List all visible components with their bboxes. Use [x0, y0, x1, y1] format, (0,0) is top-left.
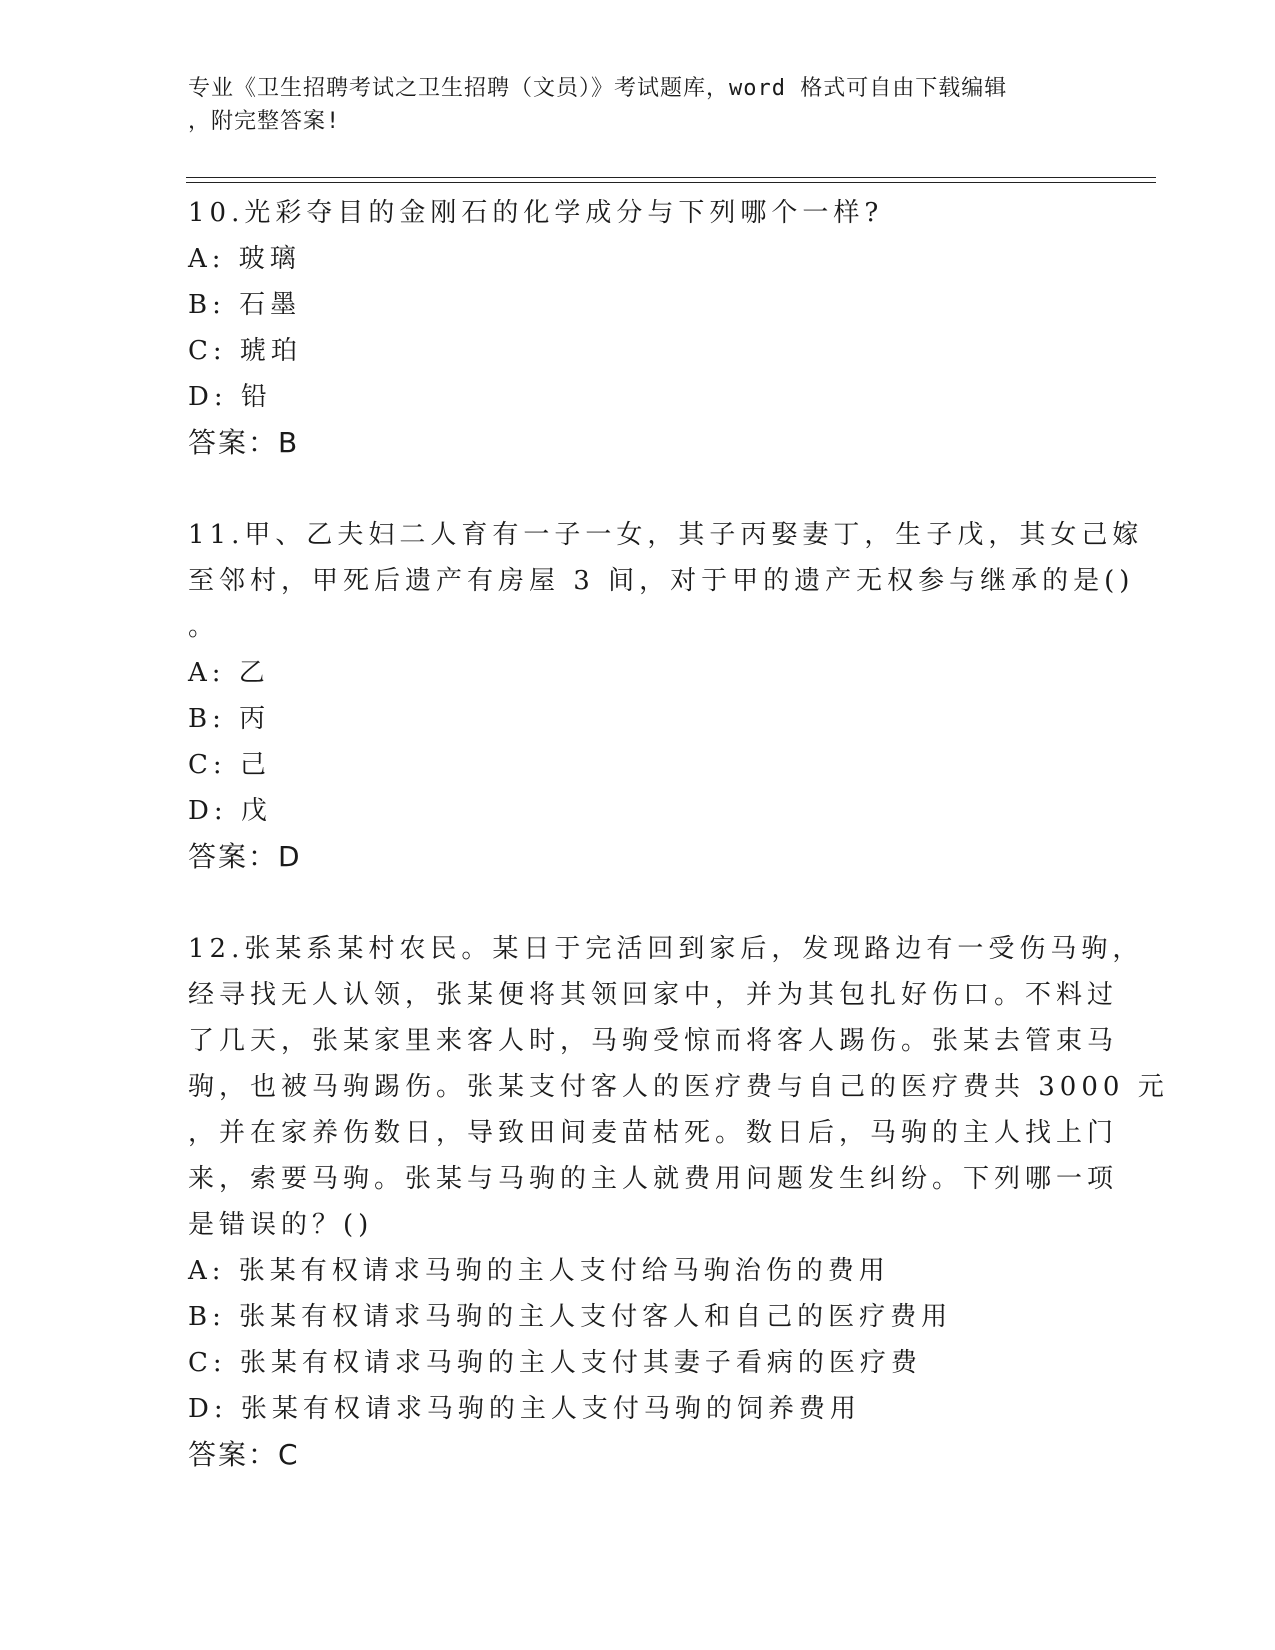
option-a: A: 张某有权请求马驹的主人支付给马驹治伤的费用	[188, 1256, 890, 1286]
question-11	[188, 512, 1144, 880]
header-line-2: ，附完整答案!	[188, 109, 341, 134]
document-header	[188, 72, 1068, 138]
question-12	[188, 926, 1169, 1478]
question-stem: 10.光彩夺目的金刚石的化学成分与下列哪个一样?	[188, 198, 884, 228]
question-stem: 经寻找无人认领，张某便将其领回家中，并为其包扎好伤口。不料过	[188, 980, 1119, 1010]
option-c: C: 己	[188, 750, 271, 780]
option-a: A: 乙	[188, 658, 270, 688]
option-d: D: 铅	[188, 382, 272, 412]
option-b: B: 丙	[188, 704, 271, 734]
question-stem: 。	[188, 612, 220, 642]
answer: 答案：B	[188, 426, 300, 459]
option-b: B: 张某有权请求马驹的主人支付客人和自己的医疗费用	[188, 1302, 953, 1332]
question-stem: ，并在家养伤数日，导致田间麦苗枯死。数日后，马驹的主人找上门	[188, 1118, 1119, 1148]
question-10	[188, 190, 1078, 466]
option-d: D: 戊	[188, 796, 272, 826]
option-c: C: 琥珀	[188, 336, 302, 366]
answer: 答案：C	[188, 1438, 300, 1471]
answer: 答案：D	[188, 840, 302, 873]
question-stem: 是错误的？()	[188, 1210, 374, 1240]
question-stem: 驹，也被马驹踢伤。张某支付客人的医疗费与自己的医疗费共 3000 元	[188, 1072, 1169, 1102]
question-list	[188, 190, 1169, 1478]
spacer	[188, 880, 1078, 926]
option-b: B: 石墨	[188, 290, 302, 320]
header-rule-bottom	[186, 182, 1156, 183]
option-d: D: 张某有权请求马驹的主人支付马驹的饲养费用	[188, 1394, 861, 1424]
header-rule-top	[186, 177, 1156, 178]
spacer	[188, 466, 1078, 512]
question-stem: 来，索要马驹。张某与马驹的主人就费用问题发生纠纷。下列哪一项	[188, 1164, 1119, 1194]
option-a: A: 玻璃	[188, 244, 301, 274]
header-line-1: 专业《卫生招聘考试之卫生招聘（文员）》考试题库，word 格式可自由下载编辑	[188, 76, 1008, 101]
question-stem: 12.张某系某村农民。某日于完活回到家后，发现路边有一受伤马驹，	[188, 934, 1144, 964]
question-stem: 了几天，张某家里来客人时，马驹受惊而将客人踢伤。张某去管束马	[188, 1026, 1119, 1056]
option-c: C: 张某有权请求马驹的主人支付其妻子看病的医疗费	[188, 1348, 922, 1378]
question-stem: 至邻村，甲死后遗产有房屋 3 间，对于甲的遗产无权参与继承的是()	[188, 566, 1135, 596]
question-stem: 11.甲、乙夫妇二人育有一子一女，其子丙娶妻丁，生子戊，其女己嫁	[188, 520, 1144, 550]
